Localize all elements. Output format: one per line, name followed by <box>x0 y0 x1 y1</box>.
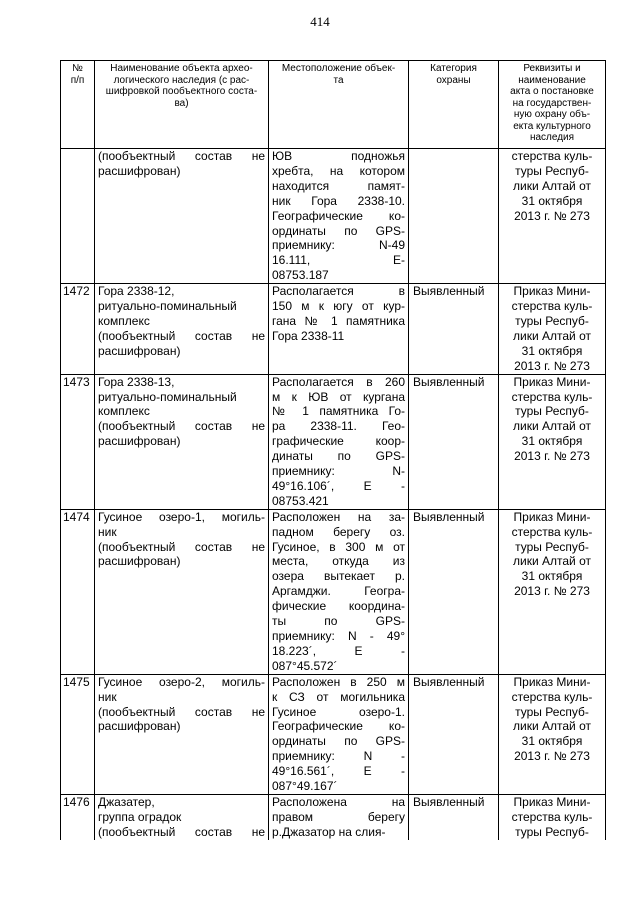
cell-line: расшифрован) <box>98 719 181 734</box>
cell-line: туры Респуб- <box>515 313 589 328</box>
object-name <box>95 509 269 674</box>
cell-line: хребта, на котором <box>272 163 405 178</box>
cell-line: падном берегу оз. <box>272 524 405 539</box>
header-line: № <box>72 63 83 74</box>
cell-line: Гусиное озеро-2, могиль- <box>98 674 265 689</box>
cell-line: 087°49.167´ <box>272 779 338 794</box>
row-number: 1476 <box>61 794 95 839</box>
table-row <box>61 509 606 674</box>
cell-line: приемнику: N-49 <box>272 238 405 253</box>
header-line: охраны <box>436 74 471 86</box>
cell-line: Гора 2338-11 <box>272 328 345 343</box>
protection-category: Выявленный <box>409 509 499 674</box>
act-requisites <box>499 374 606 509</box>
cell-line: 31 октября <box>521 434 583 449</box>
cell-line: озера вытекает р. <box>272 569 405 584</box>
header-line: екта культурного <box>513 120 591 132</box>
cell-line: 49°16.106´, E - <box>272 478 405 493</box>
act-requisites <box>499 794 606 839</box>
cell-line: 08753.187 <box>272 268 329 283</box>
row-number: 1475 <box>61 674 95 794</box>
table-row <box>61 149 606 284</box>
cell-line: ординаты по GPS- <box>272 223 405 238</box>
table-row <box>61 284 606 374</box>
act-requisites <box>499 674 606 794</box>
cell-line: расшифрован) <box>98 163 181 178</box>
page-number: 414 <box>310 14 330 29</box>
cell-line: Аргамджи. Геогра- <box>272 584 405 599</box>
cell-line: стерства куль- <box>511 389 593 404</box>
cell-line: туры Респуб- <box>515 824 589 839</box>
act-requisites <box>499 284 606 374</box>
object-location <box>269 284 409 374</box>
object-location <box>269 674 409 794</box>
cell-line: лики Алтай от <box>513 178 591 193</box>
cell-line: Географические ко- <box>272 208 405 223</box>
act-requisites <box>499 149 606 284</box>
header-line: акта о постановке <box>510 86 594 97</box>
cell-line: динаты по GPS- <box>272 449 405 464</box>
cell-line: правом берегу <box>272 809 405 824</box>
header-line: шифровкой пообъектного соста- <box>105 86 258 97</box>
cell-line: стерства куль- <box>511 524 593 539</box>
cell-line: Гусиное озеро-1. <box>272 704 405 719</box>
header-line: логического наследия (с рас- <box>113 74 250 86</box>
protection-category: Выявленный <box>409 374 499 509</box>
cell-line: 31 октября <box>521 343 583 358</box>
cell-line: ник <box>98 524 117 539</box>
cell-line: Приказ Мини- <box>513 284 591 299</box>
cell-line: графические коор- <box>272 434 405 449</box>
object-location <box>269 374 409 509</box>
cell-line: ритуально-поминальный <box>98 389 237 404</box>
cell-line: приемнику: N - <box>272 749 405 764</box>
header-line: та <box>333 74 344 86</box>
cell-line: стерства куль- <box>511 299 593 314</box>
cell-line: стерства куль- <box>511 809 593 824</box>
cell-line: фические координа- <box>272 599 405 614</box>
header-line: на государствен- <box>512 97 592 109</box>
cell-line: Располагается в 260 <box>272 374 405 389</box>
object-name <box>95 284 269 374</box>
row-number: 1474 <box>61 509 95 674</box>
cell-line: Приказ Мини- <box>513 374 591 389</box>
table-header-row <box>61 61 606 149</box>
row-number: 1472 <box>61 284 95 374</box>
cell-line: ритуально-поминальный <box>98 299 237 314</box>
cell-line: (пообъектный состав не <box>98 824 265 839</box>
cell-line: Джазатер, <box>98 794 155 809</box>
protection-category <box>409 149 499 284</box>
cell-line: 2013 г. № 273 <box>514 358 590 373</box>
cell-line: лики Алтай от <box>513 554 591 569</box>
cell-line: комплекс <box>98 313 150 328</box>
cell-line: Расположена на <box>272 794 405 809</box>
header-line: наследия <box>529 132 575 143</box>
header-object-name <box>95 61 269 149</box>
object-location <box>269 149 409 284</box>
cell-line: гана № 1 памятника <box>272 313 405 328</box>
cell-line: 2013 г. № 273 <box>514 449 590 464</box>
cell-line: Расположен в 250 м <box>272 674 405 689</box>
cell-line: ЮВ подножья <box>272 149 405 163</box>
object-name <box>95 149 269 284</box>
cell-line: туры Респуб- <box>515 704 589 719</box>
cell-line: ты по GPS- <box>272 614 405 629</box>
cell-line: 31 октября <box>521 193 583 208</box>
header-act-requisites <box>499 61 606 149</box>
cell-line: р.Джазатор на слия- <box>272 824 386 839</box>
table-row <box>61 674 606 794</box>
cell-line: (пообъектный состав не <box>98 419 265 434</box>
cell-line: ординаты по GPS- <box>272 734 405 749</box>
cell-line: Гора 2338-13, <box>98 374 175 389</box>
cell-line: Приказ Мини- <box>513 509 591 524</box>
cell-line: группа оградок <box>98 809 182 824</box>
cell-line: 2013 г. № 273 <box>514 584 590 599</box>
cell-line: Располагается в <box>272 284 405 299</box>
cell-line: Гора 2338-12, <box>98 284 175 299</box>
cell-line: 08753.421 <box>272 493 329 508</box>
table-body <box>61 149 606 840</box>
cell-line: расшифрован) <box>98 554 181 569</box>
object-location <box>269 509 409 674</box>
heritage-objects-table <box>60 60 606 840</box>
cell-line: лики Алтай от <box>513 328 591 343</box>
cell-line: ник Гора 2338-10. <box>272 193 405 208</box>
cell-line: 2013 г. № 273 <box>514 749 590 764</box>
cell-line: стерства куль- <box>511 149 593 163</box>
header-line: Категория <box>430 63 477 74</box>
object-name <box>95 374 269 509</box>
cell-line: комплекс <box>98 404 150 419</box>
cell-line: ник <box>98 689 117 704</box>
header-location <box>269 61 409 149</box>
cell-line: расшифрован) <box>98 343 181 358</box>
cell-line: Приказ Мини- <box>513 674 591 689</box>
protection-category: Выявленный <box>409 284 499 374</box>
cell-line: лики Алтай от <box>513 719 591 734</box>
header-number <box>61 61 95 149</box>
object-name <box>95 794 269 839</box>
cell-line: 16.111, E- <box>272 253 405 268</box>
header-line: Местоположение объек- <box>281 63 396 74</box>
cell-line: Географические ко- <box>272 719 405 734</box>
cell-line: 18.223´, E - <box>272 643 405 658</box>
cell-line: к СЗ от могильника <box>272 689 405 704</box>
cell-line: Гусиное озеро-1, могиль- <box>98 509 265 524</box>
protection-category: Выявленный <box>409 674 499 794</box>
header-line: ную охрану объ- <box>513 109 591 120</box>
cell-line: Расположен на за- <box>272 509 405 524</box>
cell-line: (пообъектный состав не <box>98 328 265 343</box>
header-line: Реквизиты и <box>523 63 581 74</box>
protection-category: Выявленный <box>409 794 499 839</box>
cell-line: 49°16.561´, E - <box>272 764 405 779</box>
cell-line: 31 октября <box>521 569 583 584</box>
header-line: п/п <box>70 74 85 86</box>
header-line: наименование <box>518 74 586 86</box>
object-location <box>269 794 409 839</box>
cell-line: (пообъектный состав не <box>98 704 265 719</box>
cell-line: ра 2338-11. Гео- <box>272 419 405 434</box>
cell-line: (пообъектный состав не <box>98 149 265 163</box>
cell-line: Приказ Мини- <box>513 794 591 809</box>
cell-line: находится памят- <box>272 178 405 193</box>
header-protection-category <box>409 61 499 149</box>
header-line: Наименование объекта архео- <box>110 63 253 74</box>
row-number: 1473 <box>61 374 95 509</box>
cell-line: стерства куль- <box>511 689 593 704</box>
cell-line: 150 м к югу от кур- <box>272 299 405 314</box>
object-name <box>95 674 269 794</box>
cell-line: места, откуда из <box>272 554 405 569</box>
cell-line: приемнику: N- <box>272 464 405 479</box>
cell-line: 087°45.572´ <box>272 658 338 673</box>
cell-line: м к ЮВ от кургана <box>272 389 405 404</box>
cell-line: приемнику: N - 49° <box>272 629 405 643</box>
table-row <box>61 794 606 839</box>
table-row <box>61 374 606 509</box>
cell-line: лики Алтай от <box>513 419 591 434</box>
cell-line: (пообъектный состав не <box>98 539 265 554</box>
row-number <box>61 149 95 284</box>
cell-line: № 1 памятника Го- <box>272 404 405 419</box>
cell-line: туры Респуб- <box>515 539 589 554</box>
cell-line: туры Респуб- <box>515 404 589 419</box>
header-line: ва) <box>174 97 189 109</box>
cell-line: туры Респуб- <box>515 163 589 178</box>
cell-line: расшифрован) <box>98 434 181 449</box>
cell-line: 2013 г. № 273 <box>514 208 590 223</box>
act-requisites <box>499 509 606 674</box>
cell-line: Гусиное, в 300 м от <box>272 539 405 554</box>
cell-line: 31 октября <box>521 734 583 749</box>
